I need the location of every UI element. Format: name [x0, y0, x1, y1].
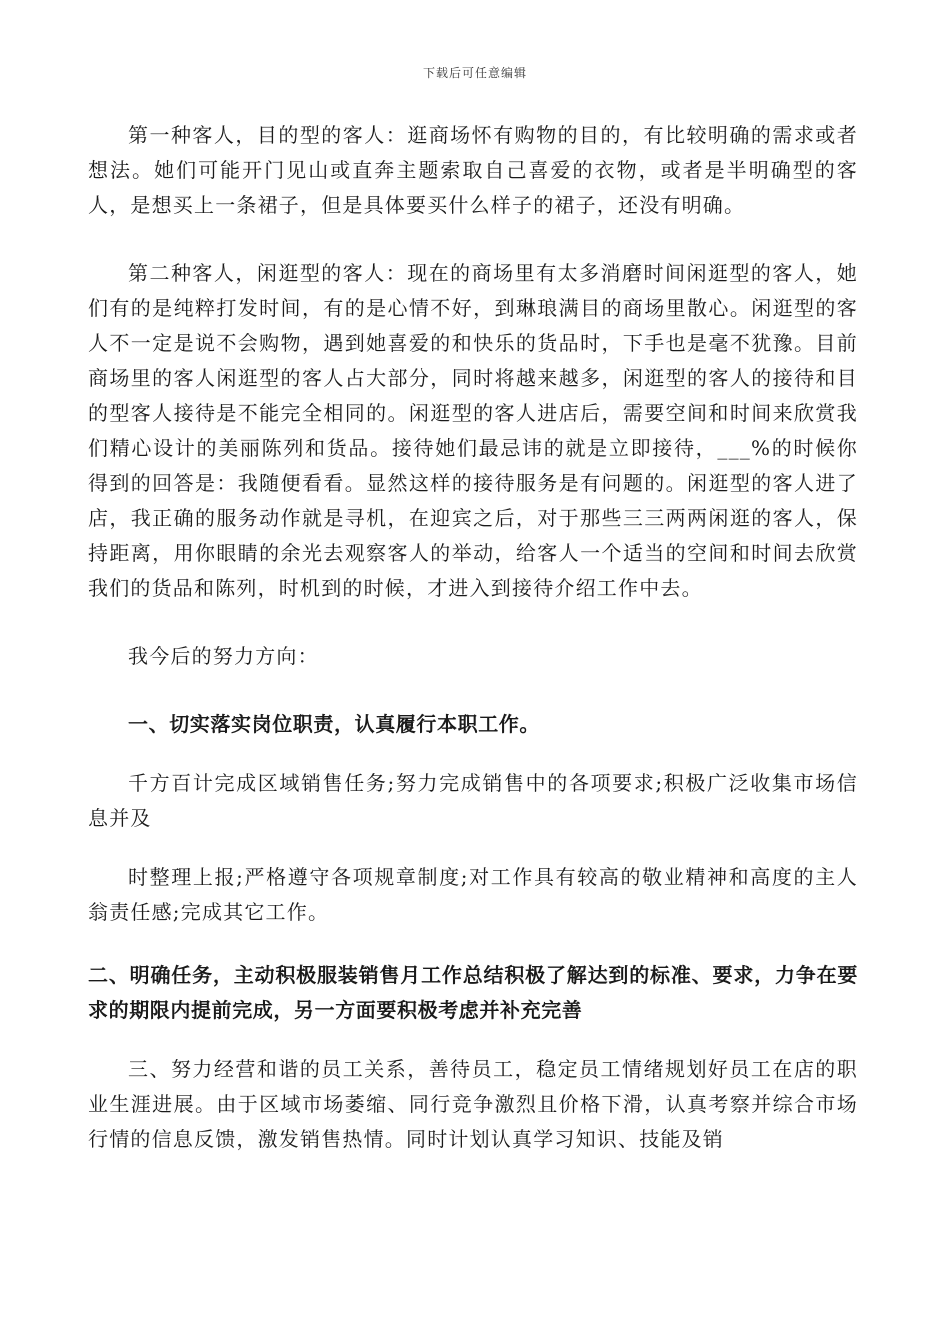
paragraph-destination-customer: 第一种客人，目的型的客人：逛商场怀有购物的目的，有比较明确的需求或者想法。她们可能开门见山或直奔主题索取自己喜爱的衣物，或者是半明确型的客人，是想买上一条裙子，但是具体要买什么样子的裙子，还没有明确。: [88, 123, 858, 217]
paragraph-employee-relations: 三、努力经营和谐的员工关系，善待员工，稳定员工情绪规划好员工在店的职业生涯进展。由于区域市场萎缩、同行竞争激烈且价格下滑，认真考察并综合市场行情的信息反馈，激发销售热情。同时计划认真学习知识、技能及销: [88, 1057, 858, 1151]
page-header: 下载后可任意编辑: [422, 66, 527, 80]
paragraph-reporting: 时整理上报;严格遵守各项规章制度;对工作具有较高的敬业精神和高度的主人翁责任感;完成其它工作。: [88, 865, 858, 924]
paragraph-browsing-customer: 第二种客人，闲逛型的客人：现在的商场里有太多消磨时间闲逛型的客人，她们有的是纯粹打发时间，有的是心情不好，到琳琅满目的商场里散心。闲逛型的客人不一定是说不会购物，遇到她喜爱的和快乐的货品时，下手也是毫不犹豫。目前商场里的客人闲逛型的客人占大部分，同时将越来越多，闲逛型的客人的接待和目的型客人接待是不能完全相同的。闲逛型的客人进店后，需要空间和时间来欣赏我们精心设计的美丽陈列和货品。接待她们最忌讳的就是立即接待，___%的时候你得到的回答是：我随便看看。显然这样的接待服务是有问题的。闲逛型的客人进了店，我正确的服务动作就是寻机，在迎宾之后，对于那些三三两两闲逛的客人，保持距离，用你眼睛的余光去观察客人的举动，给客人一个适当的空间和时间去欣赏我们的货品和陈列，时机到的时候，才进入到接待介绍工作中去。: [88, 261, 858, 600]
heading-clear-tasks: 二、明确任务，主动积极服装销售月工作总结积极了解达到的标准、要求，力争在要求的期限内提前完成，另一方面要积极考虑并补充完善: [88, 963, 858, 1022]
paragraph-sales-tasks: 千方百计完成区域销售任务;努力完成销售中的各项要求;积极广泛收集市场信息并及: [88, 771, 858, 830]
heading-duty: 一、切实落实岗位职责，认真履行本职工作。: [128, 712, 540, 736]
document-body: [88, 118, 858, 1157]
paragraph-future-direction: 我今后的努力方向：: [128, 644, 319, 668]
